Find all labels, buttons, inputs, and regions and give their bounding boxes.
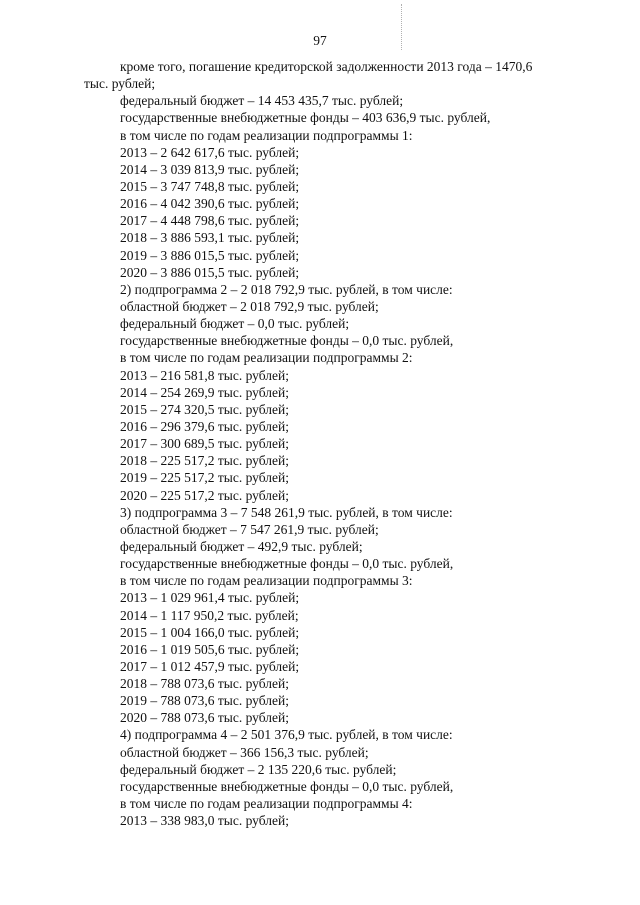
text-line: 2019 – 225 517,2 тыс. рублей;	[120, 470, 289, 486]
text-line: 2017 – 1 012 457,9 тыс. рублей;	[120, 658, 300, 674]
text-line: 2015 – 1 004 166,0 тыс. рублей;	[120, 624, 300, 640]
text-line: 2018 – 225 517,2 тыс. рублей;	[120, 453, 289, 469]
text-line: 2017 – 4 448 798,6 тыс. рублей;	[120, 213, 300, 229]
text-line: 3) подпрограмма 3 – 7 548 261,9 тыс. рублей, в том числе:	[120, 504, 453, 520]
text-line: 2016 – 4 042 390,6 тыс. рублей;	[120, 196, 300, 212]
page-number: 97	[313, 33, 327, 48]
text-line: областной бюджет – 366 156,3 тыс. рублей;	[120, 744, 369, 760]
text-line: 2015 – 274 320,5 тыс. рублей;	[120, 401, 289, 417]
text-line: государственные внебюджетные фонды – 0,0 тыс. рублей,	[120, 556, 454, 572]
text-line: государственные внебюджетные фонды – 0,0 тыс. рублей,	[120, 778, 454, 794]
text-line: 2014 – 254 269,9 тыс. рублей;	[120, 384, 289, 400]
text-line: областной бюджет – 2 018 792,9 тыс. рублей;	[120, 298, 379, 314]
text-line: 2017 – 300 689,5 тыс. рублей;	[120, 436, 289, 452]
text-line: 4) подпрограмма 4 – 2 501 376,9 тыс. рублей, в том числе:	[120, 727, 453, 743]
text-line: государственные внебюджетные фонды – 403 636,9 тыс. рублей,	[120, 110, 491, 126]
text-line: государственные внебюджетные фонды – 0,0 тыс. рублей,	[120, 333, 454, 349]
text-line: в том числе по годам реализации подпрограммы 1:	[120, 127, 413, 143]
text-line: 2013 – 338 983,0 тыс. рублей;	[120, 813, 289, 829]
text-line: федеральный бюджет – 2 135 220,6 тыс. рублей;	[120, 761, 397, 777]
document-body	[84, 58, 604, 829]
text-line: 2019 – 788 073,6 тыс. рублей;	[120, 693, 289, 709]
text-line: 2013 – 216 581,8 тыс. рублей;	[120, 367, 289, 383]
text-line: 2018 – 3 886 593,1 тыс. рублей;	[120, 230, 300, 246]
text-line: федеральный бюджет – 492,9 тыс. рублей;	[120, 538, 363, 554]
text-line: федеральный бюджет – 0,0 тыс. рублей;	[120, 316, 350, 332]
text-line: в том числе по годам реализации подпрограммы 3:	[120, 573, 413, 589]
text-line: тыс. рублей;	[84, 76, 156, 92]
text-line: 2) подпрограмма 2 – 2 018 792,9 тыс. рублей, в том числе:	[120, 281, 453, 297]
text-line: в том числе по годам реализации подпрограммы 2:	[120, 350, 413, 366]
text-line: 2016 – 1 019 505,6 тыс. рублей;	[120, 641, 300, 657]
text-line: 2013 – 1 029 961,4 тыс. рублей;	[120, 590, 300, 606]
text-line: 2020 – 788 073,6 тыс. рублей;	[120, 710, 289, 726]
text-line: 2016 – 296 379,6 тыс. рублей;	[120, 418, 289, 434]
text-line: 2014 – 3 039 813,9 тыс. рублей;	[120, 161, 300, 177]
text-line: 2020 – 225 517,2 тыс. рублей;	[120, 487, 289, 503]
text-line: 2018 – 788 073,6 тыс. рублей;	[120, 676, 289, 692]
text-line: кроме того, погашение кредиторской задолженности 2013 года – 1470,6	[120, 59, 533, 74]
text-line: 2020 – 3 886 015,5 тыс. рублей;	[120, 264, 300, 280]
text-line: 2014 – 1 117 950,2 тыс. рублей;	[120, 607, 299, 623]
text-line: 2015 – 3 747 748,8 тыс. рублей;	[120, 178, 300, 194]
text-line: в том числе по годам реализации подпрограммы 4:	[120, 796, 413, 812]
text-line: федеральный бюджет – 14 453 435,7 тыс. рублей;	[120, 93, 404, 109]
text-line: 2019 – 3 886 015,5 тыс. рублей;	[120, 247, 300, 263]
text-line: 2013 – 2 642 617,6 тыс. рублей;	[120, 144, 300, 160]
text-line: областной бюджет – 7 547 261,9 тыс. рублей;	[120, 521, 379, 537]
